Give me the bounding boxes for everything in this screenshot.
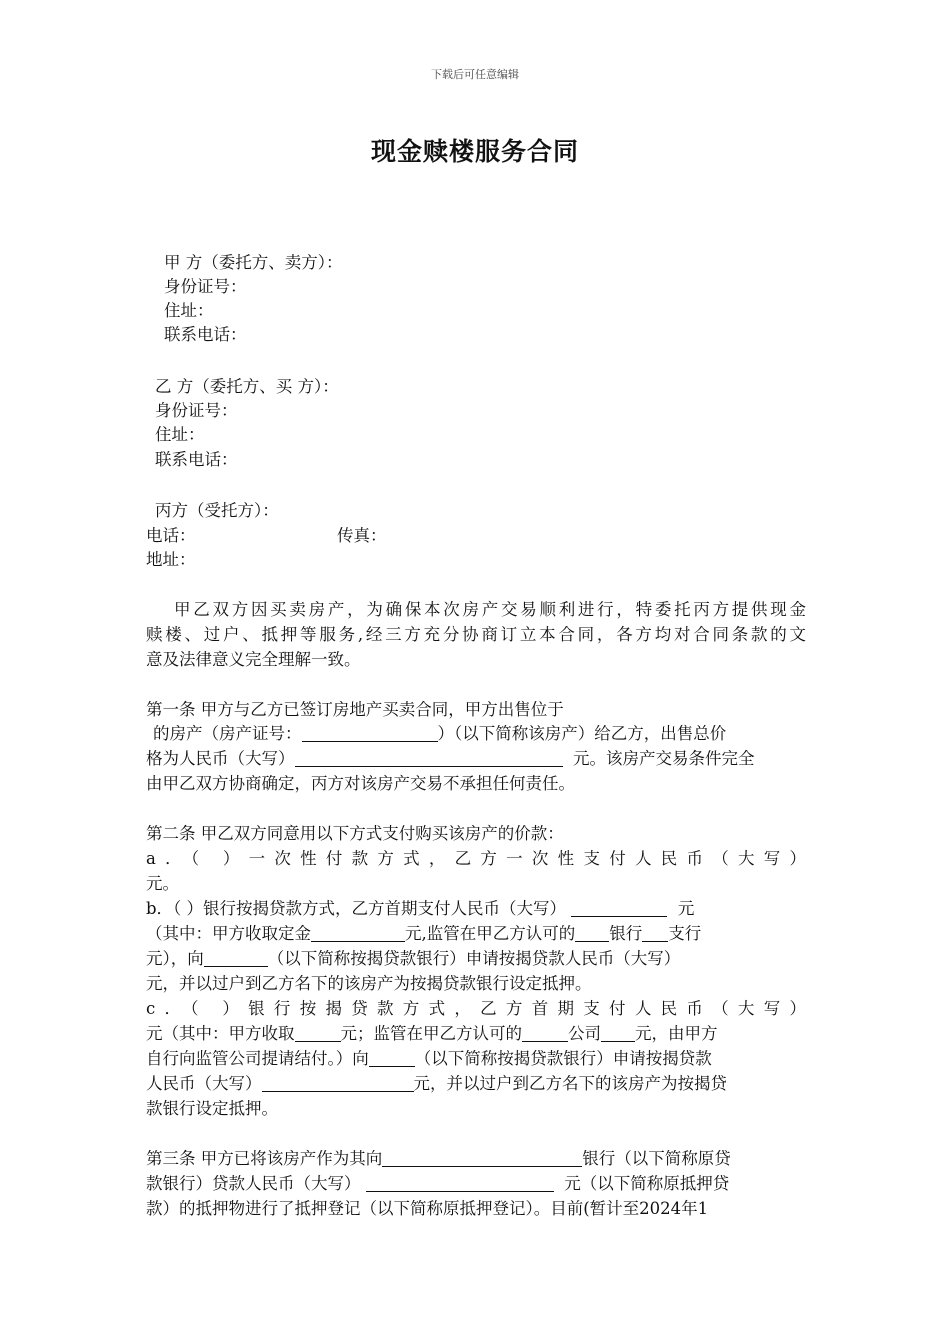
blank — [204, 948, 268, 967]
blank — [262, 1073, 414, 1092]
text: 元；监管在甲乙方认可的 — [340, 1024, 522, 1043]
blank — [295, 748, 563, 767]
party-a-id: 身份证号： — [164, 277, 247, 296]
text: 银行 — [609, 924, 643, 943]
party-c-name: 丙方（受托方）： — [155, 501, 279, 520]
art2-line — [146, 922, 701, 946]
art2-line — [146, 1022, 718, 1046]
text: 银行（以下简称原贷 — [582, 1149, 731, 1168]
party-b-phone: 联系电话： — [155, 450, 238, 469]
blank — [601, 1023, 635, 1042]
text: 元），向 — [146, 949, 204, 968]
header-note: 下载后可任意编辑 — [431, 68, 519, 81]
text: ）（以下简称该房产）给乙方，出售总价 — [437, 724, 727, 743]
art2-line — [146, 1072, 727, 1096]
text: 元（以下简称原抵押贷 — [564, 1174, 730, 1193]
art1-line — [153, 722, 726, 746]
text: 公司 — [568, 1024, 601, 1043]
text: b．（ ）银行按揭贷款方式，乙方首期支付人民币（大写） — [146, 899, 567, 918]
art2-line: a．（ ）一次性付款方式，乙方一次性支付人民币（大写） — [146, 849, 806, 868]
text: 元，并以过户到乙方名下的该房产为按揭贷 — [413, 1074, 727, 1093]
party-b-name: 乙 方（委托方、买 方）： — [155, 377, 339, 396]
party-a-address: 住址： — [164, 301, 214, 320]
party-c-fax: 传真： — [337, 526, 387, 545]
text: 第三条 甲方已将该房产作为其向 — [146, 1149, 383, 1168]
blank — [366, 1173, 554, 1192]
party-b-id: 身份证号： — [155, 401, 238, 420]
art2-line: 第二条 甲乙双方同意用以下方式支付购买该房产的价款： — [146, 824, 564, 843]
text: 元 — [677, 899, 695, 918]
text: 款银行）贷款人民币（大写） — [146, 1174, 361, 1193]
text: 元（其中：甲方收取 — [146, 1024, 295, 1043]
art2-line: 款银行设定抵押。 — [146, 1099, 278, 1118]
text: （以下简称按揭贷款银行）申请按揭贷款 — [414, 1049, 712, 1068]
text: 支行 — [668, 924, 702, 943]
art1-line — [146, 747, 755, 771]
text: 元,监管在甲乙方认可的 — [405, 924, 576, 943]
party-a-name: 甲 方（委托方、卖方）： — [164, 253, 343, 272]
blank — [311, 923, 405, 942]
preamble-line: 甲乙双方因买卖房产，为确保本次房产交易顺利进行，特委托丙方提供现金 — [174, 600, 806, 619]
text: 自行向监管公司提请结付。）向 — [146, 1049, 369, 1068]
text: 格为人民币（大写） — [146, 749, 295, 768]
blank — [571, 898, 667, 917]
document-title: 现金赎楼服务合同 — [370, 137, 579, 166]
blank — [302, 723, 438, 742]
text: 的房产（房产证号： — [153, 724, 302, 743]
text: 元。该房产交易条件完全 — [573, 749, 755, 768]
text: （以下简称按揭贷款银行）申请按揭贷款人民币（大写） — [267, 949, 681, 968]
blank — [642, 923, 668, 942]
text: 元，由甲方 — [635, 1024, 718, 1043]
art2-line — [146, 1047, 712, 1071]
art2-line: 元。 — [146, 874, 179, 893]
preamble-line: 意及法律意义完全理解一致。 — [146, 650, 361, 669]
party-a-phone: 联系电话： — [164, 325, 247, 344]
party-c-phone: 电话： — [146, 526, 196, 545]
art2-line — [146, 897, 694, 921]
blank — [575, 923, 609, 942]
art2-line: c．（ ）银行按揭贷款方式，乙方首期支付人民币（大写） — [146, 999, 806, 1018]
text: 人民币（大写） — [146, 1074, 262, 1093]
text: （其中：甲方收取定金 — [146, 924, 311, 943]
art3-line — [146, 1172, 729, 1196]
blank — [382, 1148, 582, 1167]
art1-line: 第一条 甲方与乙方已签订房地产买卖合同，甲方出售位于 — [146, 700, 564, 719]
blank — [369, 1048, 415, 1067]
art2-line: 元，并以过户到乙方名下的该房产为按揭贷款银行设定抵押。 — [146, 974, 592, 993]
preamble-line: 赎楼、过户、抵押等服务,经三方充分协商订立本合同，各方均对合同条款的文 — [146, 625, 806, 644]
party-c-address: 地址： — [146, 550, 196, 569]
blank — [522, 1023, 568, 1042]
art1-line: 由甲乙双方协商确定，丙方对该房产交易不承担任何责任。 — [146, 774, 575, 793]
art2-line — [146, 947, 680, 971]
art3-line: 款）的抵押物进行了抵押登记（以下简称原抵押登记）。目前(暂计至2024年1 — [146, 1199, 709, 1218]
blank — [295, 1023, 341, 1042]
art3-line — [146, 1147, 731, 1171]
party-b-address: 住址： — [155, 425, 205, 444]
